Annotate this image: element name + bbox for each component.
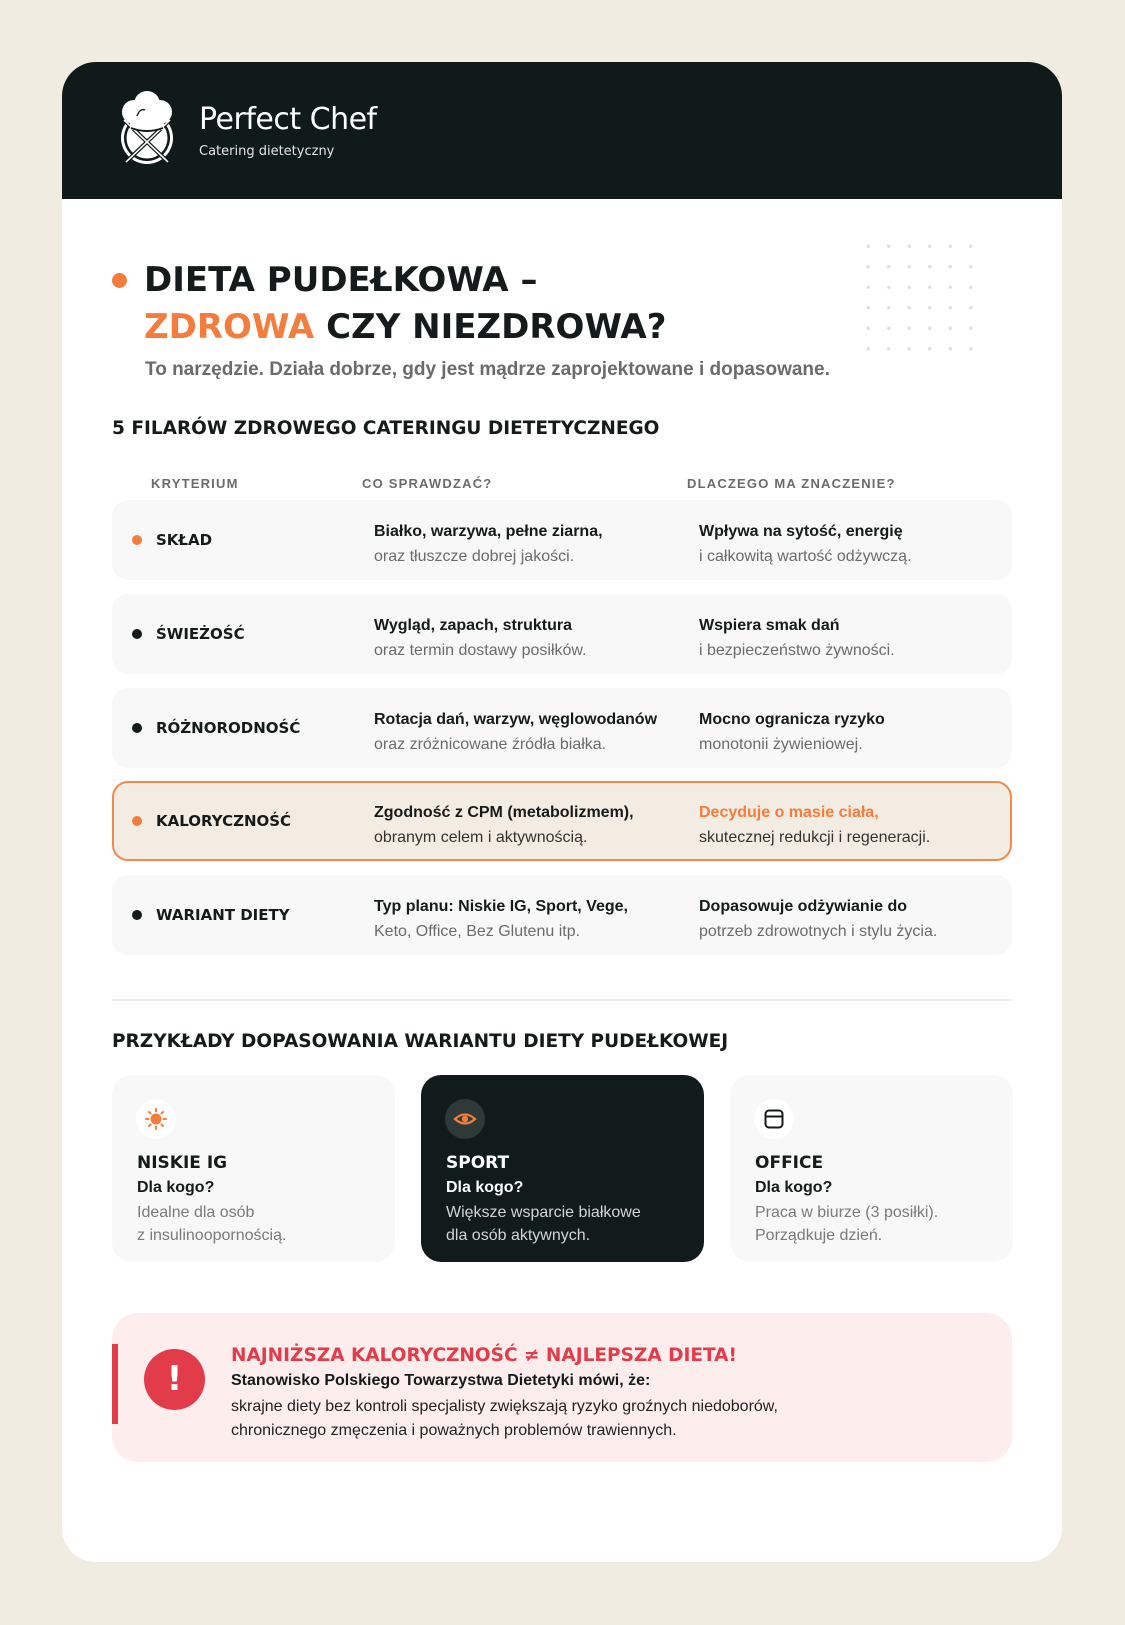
icon-circle	[754, 1099, 794, 1139]
example-description	[755, 1201, 1005, 1247]
chef-hat-logo-icon	[112, 90, 182, 166]
decorative-dot-grid	[858, 236, 978, 366]
example-title: SPORT	[446, 1153, 510, 1173]
description-line: skrajne diety bez kontroli specjalisty zwiększają ryzyko groźnych niedoborów,	[231, 1398, 778, 1415]
check-bold: Rotacja dań, warzyw, węglowodanów	[374, 711, 658, 728]
check-cell	[374, 519, 603, 569]
check-bold: Białko, warzywa, pełne ziarna,	[374, 523, 603, 540]
check-rest: oraz termin dostawy posiłków.	[374, 642, 587, 659]
icon-circle	[136, 1099, 176, 1139]
why-cell	[699, 613, 895, 663]
row-bullet	[132, 629, 142, 639]
description-line: Porządkuje dzień.	[755, 1227, 883, 1244]
description-line: Idealne dla osób	[137, 1204, 255, 1221]
column-header-why: DLACZEGO MA ZNACZENIE?	[687, 476, 896, 491]
example-card-office	[730, 1075, 1013, 1262]
example-description	[137, 1201, 387, 1247]
warning-title: NAJNIŻSZA KALORYCZNOŚĆ ≠ NAJLEPSZA DIETA!	[231, 1345, 737, 1366]
why-bold: Decyduje o masie ciała,	[699, 804, 879, 821]
brand-name: Perfect Chef	[199, 102, 377, 137]
warning-accent-bar	[112, 1344, 118, 1424]
pillar-row-swiezosc	[112, 594, 1012, 674]
example-description	[446, 1201, 696, 1247]
title-bullet	[112, 273, 127, 288]
check-rest: obranym celem i aktywnością.	[374, 829, 588, 846]
description-line: z insulinoopornością.	[137, 1227, 287, 1244]
why-rest: i bezpieczeństwo żywności.	[699, 642, 895, 659]
check-bold: Typ planu: Niskie IG, Sport, Vege,	[374, 898, 628, 915]
brand-subtitle: Catering dietetyczny	[199, 144, 335, 159]
check-cell	[374, 613, 587, 663]
why-bold: Wpływa na sytość, energię	[699, 523, 903, 540]
header	[62, 62, 1062, 199]
why-rest: skutecznej redukcji i regeneracji.	[699, 829, 931, 846]
title-accent: ZDROWA	[144, 307, 315, 347]
check-rest: oraz zróżnicowane źródła białka.	[374, 736, 607, 753]
title-line-2	[144, 304, 666, 351]
description-line: Większe wsparcie białkowe	[446, 1204, 641, 1221]
why-bold: Dopasowuje odżywianie do	[699, 898, 908, 915]
example-question: Dla kogo?	[137, 1179, 215, 1196]
criterion-name: ŚWIEŻOŚĆ	[156, 625, 245, 643]
example-card-sport	[421, 1075, 704, 1262]
page-title	[144, 257, 666, 351]
example-question: Dla kogo?	[755, 1179, 833, 1196]
why-rest: potrzeb zdrowotnych i stylu życia.	[699, 923, 938, 940]
pillar-row-roznorodnosc	[112, 688, 1012, 768]
example-title: NISKIE IG	[137, 1153, 228, 1173]
title-line-1: DIETA PUDEŁKOWA –	[144, 260, 538, 300]
title-line-2-rest: CZY NIEZDROWA?	[314, 307, 667, 347]
criterion-name: KALORYCZNOŚĆ	[156, 812, 292, 830]
eye-icon	[453, 1107, 477, 1131]
example-card-niskie-ig	[112, 1075, 395, 1262]
check-cell	[374, 800, 634, 850]
check-bold: Wygląd, zapach, struktura	[374, 617, 572, 634]
check-bold: Zgodność z CPM (metabolizmem),	[374, 804, 634, 821]
why-cell	[699, 707, 885, 757]
why-rest: monotonii żywieniowej.	[699, 736, 863, 753]
check-cell	[374, 894, 628, 944]
section-divider	[112, 999, 1012, 1001]
check-cell	[374, 707, 657, 757]
pillar-row-sklad	[112, 500, 1012, 580]
pillar-row-wariant-diety	[112, 875, 1012, 955]
example-question: Dla kogo?	[446, 1179, 524, 1196]
description-line: chronicznego zmęczenia i poważnych problemów trawiennych.	[231, 1422, 677, 1439]
why-bold: Wspiera smak dań	[699, 617, 840, 634]
description-line: dla osób aktywnych.	[446, 1227, 591, 1244]
description-line: Praca w biurze (3 posiłki).	[755, 1204, 939, 1221]
check-rest: oraz tłuszcze dobrej jakości.	[374, 548, 575, 565]
why-rest: i całkowitą wartość odżywczą.	[699, 548, 912, 565]
row-bullet	[132, 723, 142, 733]
warning-description	[231, 1395, 991, 1443]
criterion-name: WARIANT DIETY	[156, 906, 290, 924]
why-cell	[699, 519, 912, 569]
example-title: OFFICE	[755, 1153, 824, 1173]
sun-icon	[144, 1107, 168, 1131]
criterion-name: RÓŻNORODNOŚĆ	[156, 719, 301, 737]
warning-box	[112, 1313, 1012, 1462]
warning-subtitle: Stanowisko Polskiego Towarzystwa Dietetyki mówi, że:	[231, 1372, 651, 1389]
icon-circle	[445, 1099, 485, 1139]
infographic-card	[62, 62, 1062, 1562]
column-header-criterion: KRYTERIUM	[151, 476, 239, 491]
row-bullet	[132, 535, 142, 545]
row-bullet	[132, 910, 142, 920]
check-rest: Keto, Office, Bez Glutenu itp.	[374, 923, 581, 940]
column-header-check: CO SPRAWDZAĆ?	[362, 476, 493, 491]
why-cell	[699, 894, 937, 944]
pillar-row-kalorycznosc-highlighted	[112, 781, 1012, 861]
page-subtitle: To narzędzie. Działa dobrze, gdy jest mądrze zaprojektowane i dopasowane.	[145, 359, 830, 380]
lunchbox-icon	[762, 1107, 786, 1131]
examples-section-title: PRZYKŁADY DOPASOWANIA WARIANTU DIETY PUDEŁKOWEJ	[112, 1031, 729, 1052]
pillars-section-title: 5 FILARÓW ZDROWEGO CATERINGU DIETETYCZNEGO	[112, 418, 660, 439]
exclamation-icon: !	[144, 1349, 205, 1410]
why-cell	[699, 800, 930, 850]
why-bold: Mocno ogranicza ryzyko	[699, 711, 885, 728]
criterion-name: SKŁAD	[156, 531, 213, 549]
row-bullet	[132, 816, 142, 826]
